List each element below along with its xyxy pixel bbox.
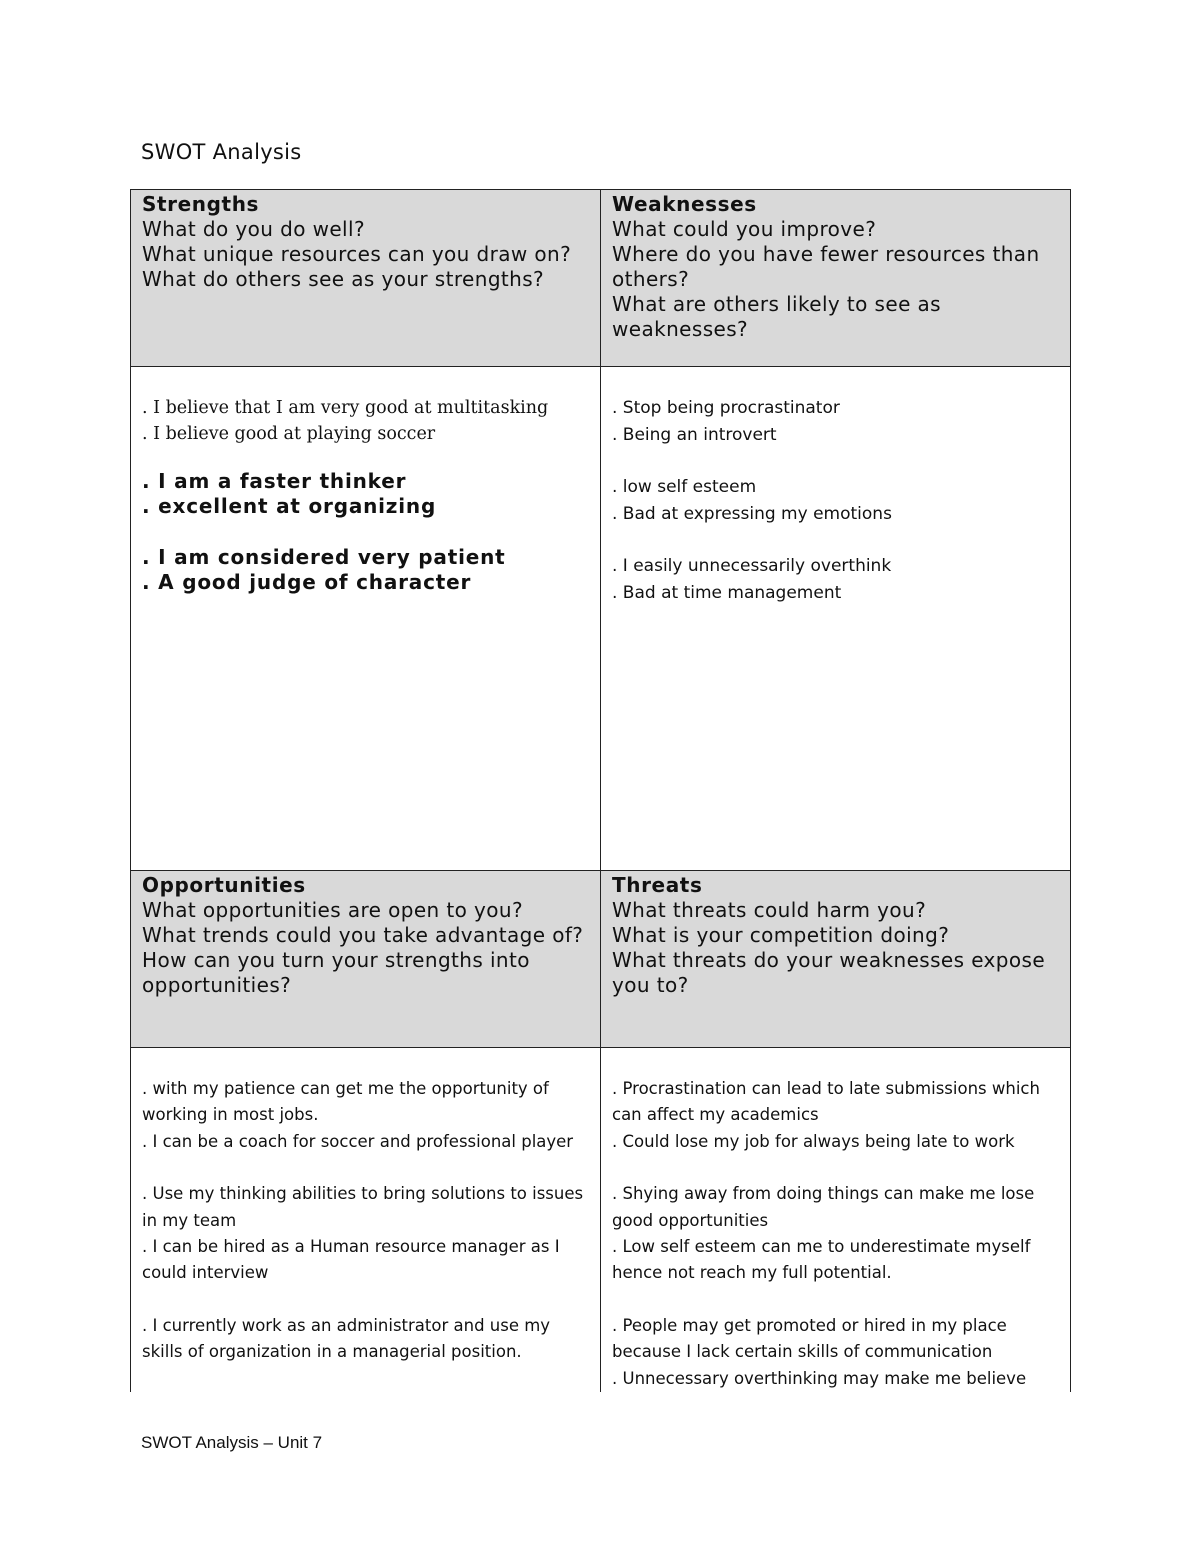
threats-heading: Threats bbox=[612, 873, 703, 897]
weakness-item: . low self esteem bbox=[612, 477, 757, 497]
weakness-item: . Bad at expressing my emotions bbox=[612, 503, 892, 524]
strengths-question: What do you do well? bbox=[142, 217, 365, 241]
weaknesses-question: What could you improve? bbox=[612, 217, 877, 241]
opportunities-question: What opportunities are open to you? bbox=[142, 898, 523, 922]
weaknesses-header-cell bbox=[601, 190, 1070, 367]
strengths-question: What unique resources can you draw on? bbox=[142, 242, 572, 266]
weakness-item: . I easily unnecessarily overthink bbox=[612, 556, 892, 576]
threat-item: . Unnecessary overthinking may make me believe bbox=[612, 1368, 1027, 1388]
threats-question: What threats do your weaknesses expose you to? bbox=[612, 948, 1046, 997]
strength-item: . I believe good at playing soccer bbox=[142, 424, 436, 444]
weakness-item: . Stop being procrastinator bbox=[612, 398, 840, 418]
threats-header-cell bbox=[601, 871, 1070, 1048]
weaknesses-heading: Weaknesses bbox=[612, 192, 757, 216]
weaknesses-answers-cell bbox=[601, 367, 1070, 871]
opportunities-header-cell bbox=[131, 871, 601, 1048]
strengths-question: What do others see as your strengths? bbox=[142, 267, 545, 291]
opportunity-item: . I can be hired as a Human resource manager as I could interview bbox=[142, 1237, 560, 1283]
opportunities-answers-cell bbox=[131, 1048, 601, 1392]
opportunity-item: . Use my thinking abilities to bring solutions to issues in my team bbox=[142, 1184, 584, 1230]
opportunity-item: . I can be a coach for soccer and professional player bbox=[142, 1131, 574, 1151]
swot-table bbox=[130, 189, 1071, 1392]
threats-answers-cell bbox=[601, 1048, 1070, 1392]
opportunities-question: How can you turn your strengths into opportunities? bbox=[142, 948, 530, 997]
strengths-heading: Strengths bbox=[142, 192, 260, 216]
weakness-item: . Bad at time management bbox=[612, 582, 842, 603]
strength-item: . A good judge of character bbox=[142, 570, 472, 594]
page-footer: SWOT Analysis – Unit 7 bbox=[141, 1433, 323, 1452]
strength-item: . I am a faster thinker bbox=[142, 469, 407, 493]
threats-question: What threats could harm you? bbox=[612, 898, 927, 922]
strengths-header-cell bbox=[131, 190, 601, 367]
strength-item: . I believe that I am very good at multitasking bbox=[142, 398, 549, 418]
strength-item: . excellent at organizing bbox=[142, 494, 437, 518]
threat-item: . People may get promoted or hired in my place because I lack certain skills of communication bbox=[612, 1315, 1007, 1362]
threat-item: . Shying away from doing things can make me lose good opportunities bbox=[612, 1184, 1035, 1230]
threats-question: What is your competition doing? bbox=[612, 923, 950, 947]
document-title: SWOT Analysis bbox=[141, 140, 302, 164]
weaknesses-question: Where do you have fewer resources than others? bbox=[612, 242, 1040, 291]
opportunity-item: . I currently work as an administrator and use my skills of organization in a managerial position. bbox=[142, 1315, 551, 1362]
weakness-item: . Being an introvert bbox=[612, 424, 777, 445]
strengths-answers-cell bbox=[131, 367, 601, 871]
strength-item: . I am considered very patient bbox=[142, 545, 506, 569]
opportunities-heading: Opportunities bbox=[142, 873, 306, 897]
opportunity-item: . with my patience can get me the opportunity of working in most jobs. bbox=[142, 1079, 549, 1125]
threat-item: . Could lose my job for always being late to work bbox=[612, 1131, 1015, 1151]
weaknesses-question: What are others likely to see as weaknesses? bbox=[612, 292, 942, 341]
opportunities-question: What trends could you take advantage of? bbox=[142, 923, 584, 947]
threat-item: . Low self esteem can me to underestimate myself hence not reach my full potential. bbox=[612, 1237, 1031, 1283]
threat-item: . Procrastination can lead to late submissions which can affect my academics bbox=[612, 1079, 1040, 1125]
